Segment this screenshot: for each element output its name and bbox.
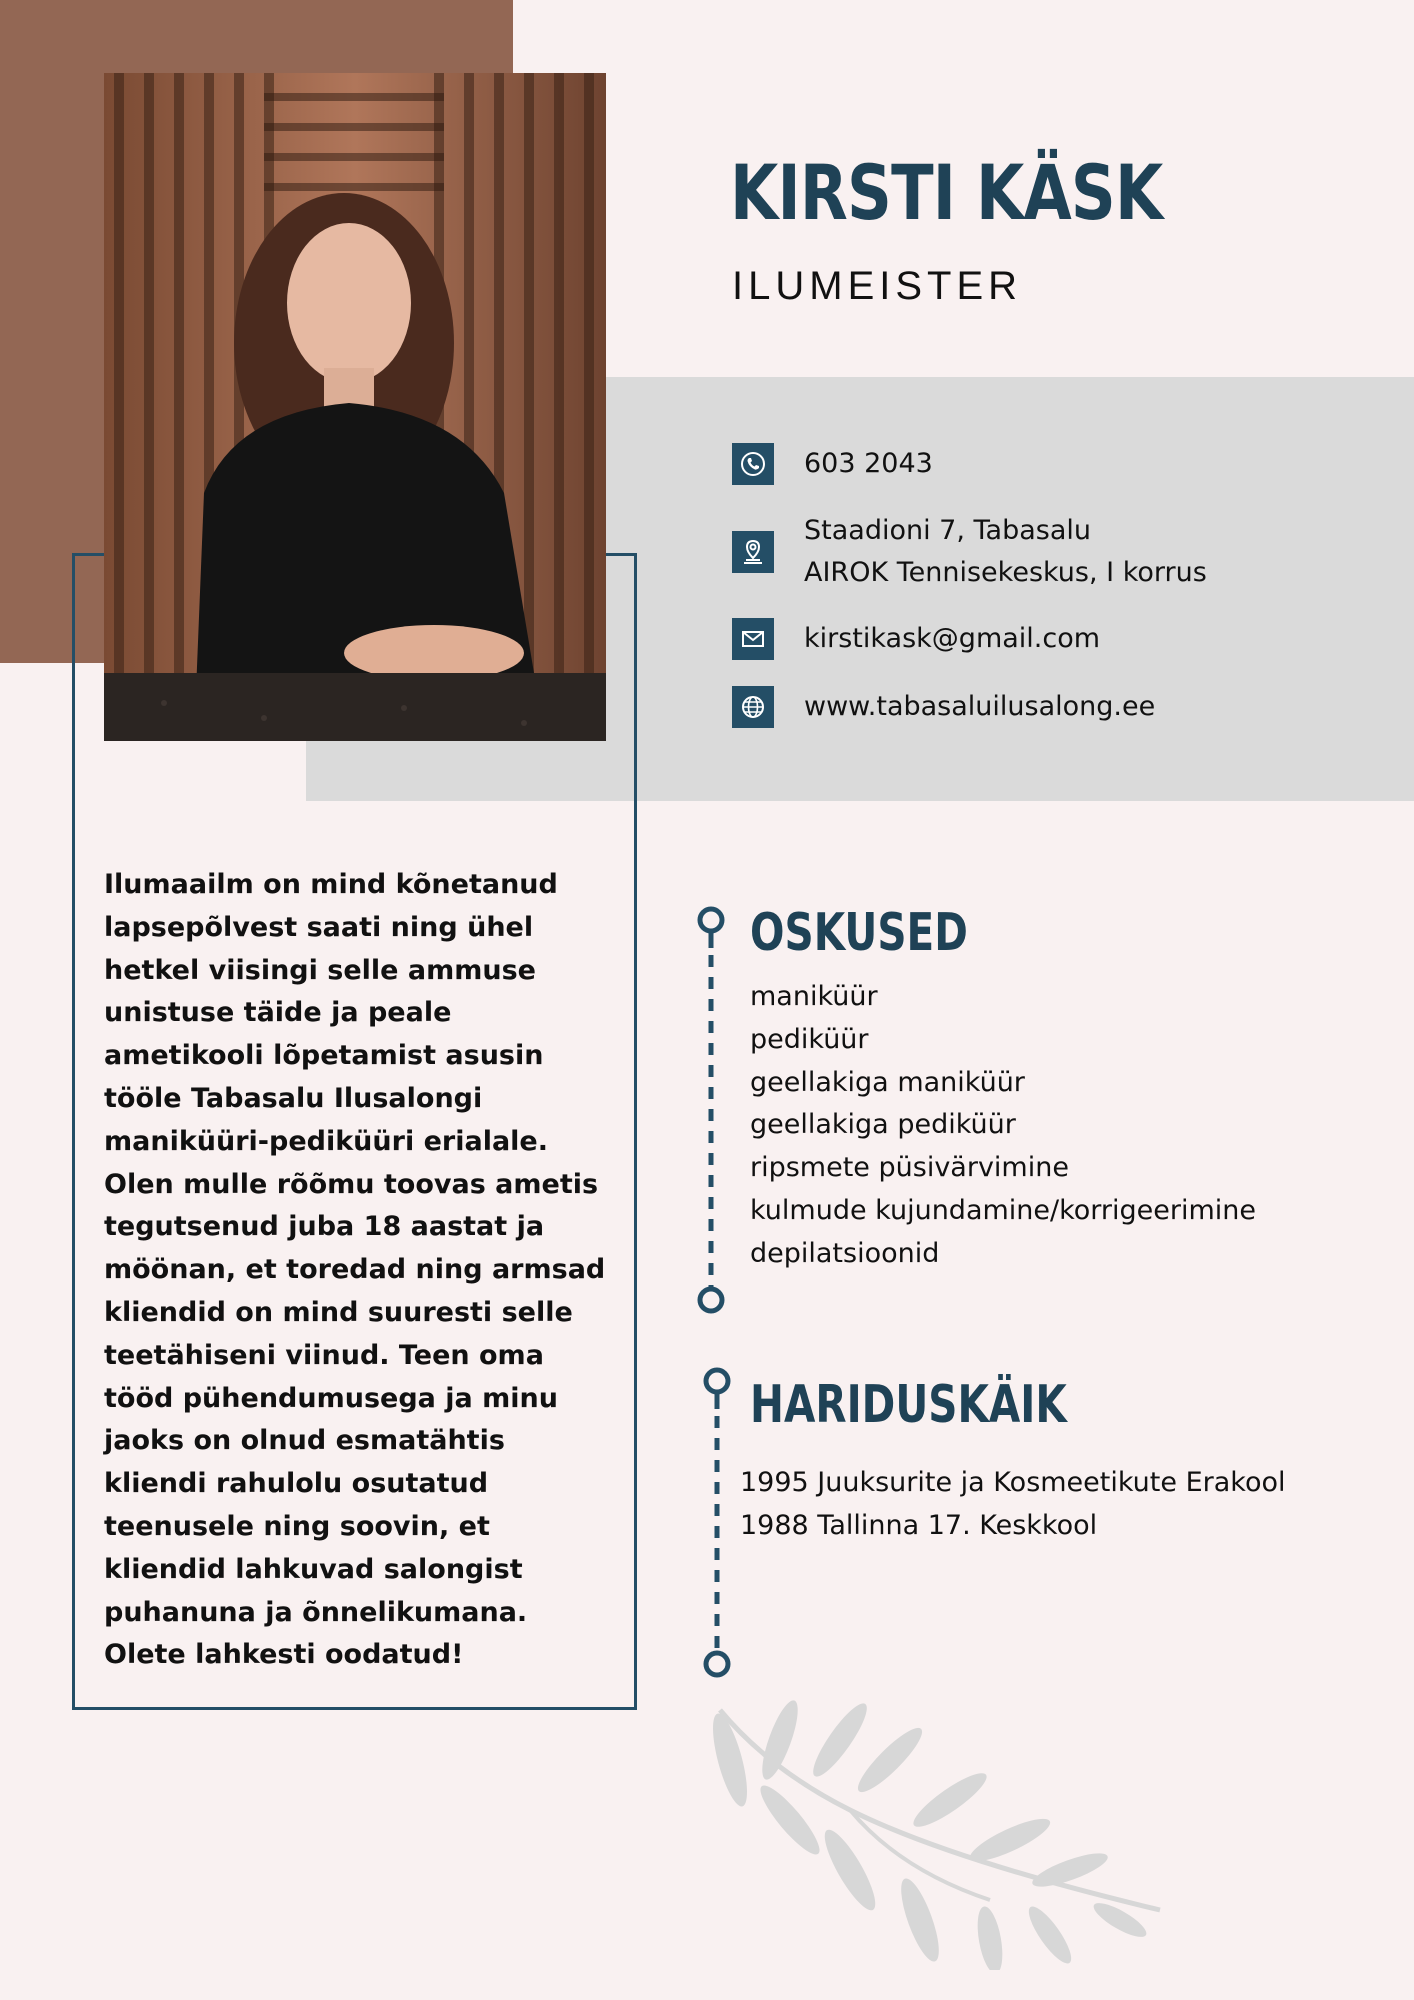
list-item: 1988 Tallinna 17. Keskkool (740, 1509, 1098, 1541)
bio-text (104, 864, 614, 1677)
bio-closing: Olete lahkesti oodatud! (104, 1639, 464, 1671)
list-item: kulmude kujundamine/korrigeerimine (750, 1194, 1257, 1226)
list-item: maniküür (750, 981, 878, 1012)
profile-photo (104, 73, 606, 741)
website-link[interactable]: www.tabasaluilusalong.ee (804, 691, 1156, 722)
list-item: pediküür (750, 1023, 869, 1055)
address-line-2: AIROK Tennisekeskus, I korrus (804, 557, 1207, 588)
skills-timeline (695, 903, 727, 1323)
leaf-decoration (700, 1700, 1170, 1970)
skills-list (750, 976, 1256, 1276)
skills-heading: OSKUSED (750, 903, 968, 963)
list-item: 1995 Juuksurite ja Kosmeetikute Erakool (740, 1467, 1286, 1498)
job-title: ILUMEISTER (732, 264, 1023, 308)
email-link[interactable]: kirstikask@gmail.com (804, 623, 1101, 654)
address-text (804, 510, 1207, 594)
phone-icon (732, 443, 774, 485)
bio-paragraph: Ilumaailm on mind kõnetanud lapsepõlvest saati ning ühel hetkel viisingi selle ammuse unistuse täide ja peale ametikooli lõpetamist asusin tööle Tabasalu Ilusalongi maniküüri-pediküüri erialale. Olen mulle rõõmu toovas ametis tegutsenud juba 18 aastat ja möönan, et toredad ning armsad kliendid on mind suuresti selle teetähiseni viinud. Teen oma tööd pühendumusega ja minu jaoks on olnud esmatähtis kliendi rahulolu osutatud teenusele ning soovin, et kliendid lahkuvad salongist puhanuna ja õnnelikumana. (104, 869, 606, 1628)
contact-address (732, 510, 1207, 594)
globe-icon (732, 686, 774, 728)
contact-email (732, 618, 1100, 660)
education-timeline (701, 1364, 733, 1684)
address-line-1: Staadioni 7, Tabasalu (804, 515, 1091, 546)
list-item: ripsmete püsivärvimine (750, 1152, 1069, 1184)
list-item: geellakiga pediküür (750, 1109, 1016, 1141)
mail-icon (732, 618, 774, 660)
education-list (740, 1462, 1285, 1548)
phone-number[interactable]: 603 2043 (804, 448, 933, 479)
contact-website (732, 686, 1155, 728)
education-heading: HARIDUSKÄIK (750, 1375, 1067, 1435)
list-item: depilatsioonid (750, 1237, 940, 1269)
person-name: KIRSTI KÄSK (730, 148, 1163, 237)
location-icon (732, 531, 774, 573)
contact-phone (732, 443, 933, 485)
list-item: geellakiga maniküür (750, 1066, 1025, 1098)
